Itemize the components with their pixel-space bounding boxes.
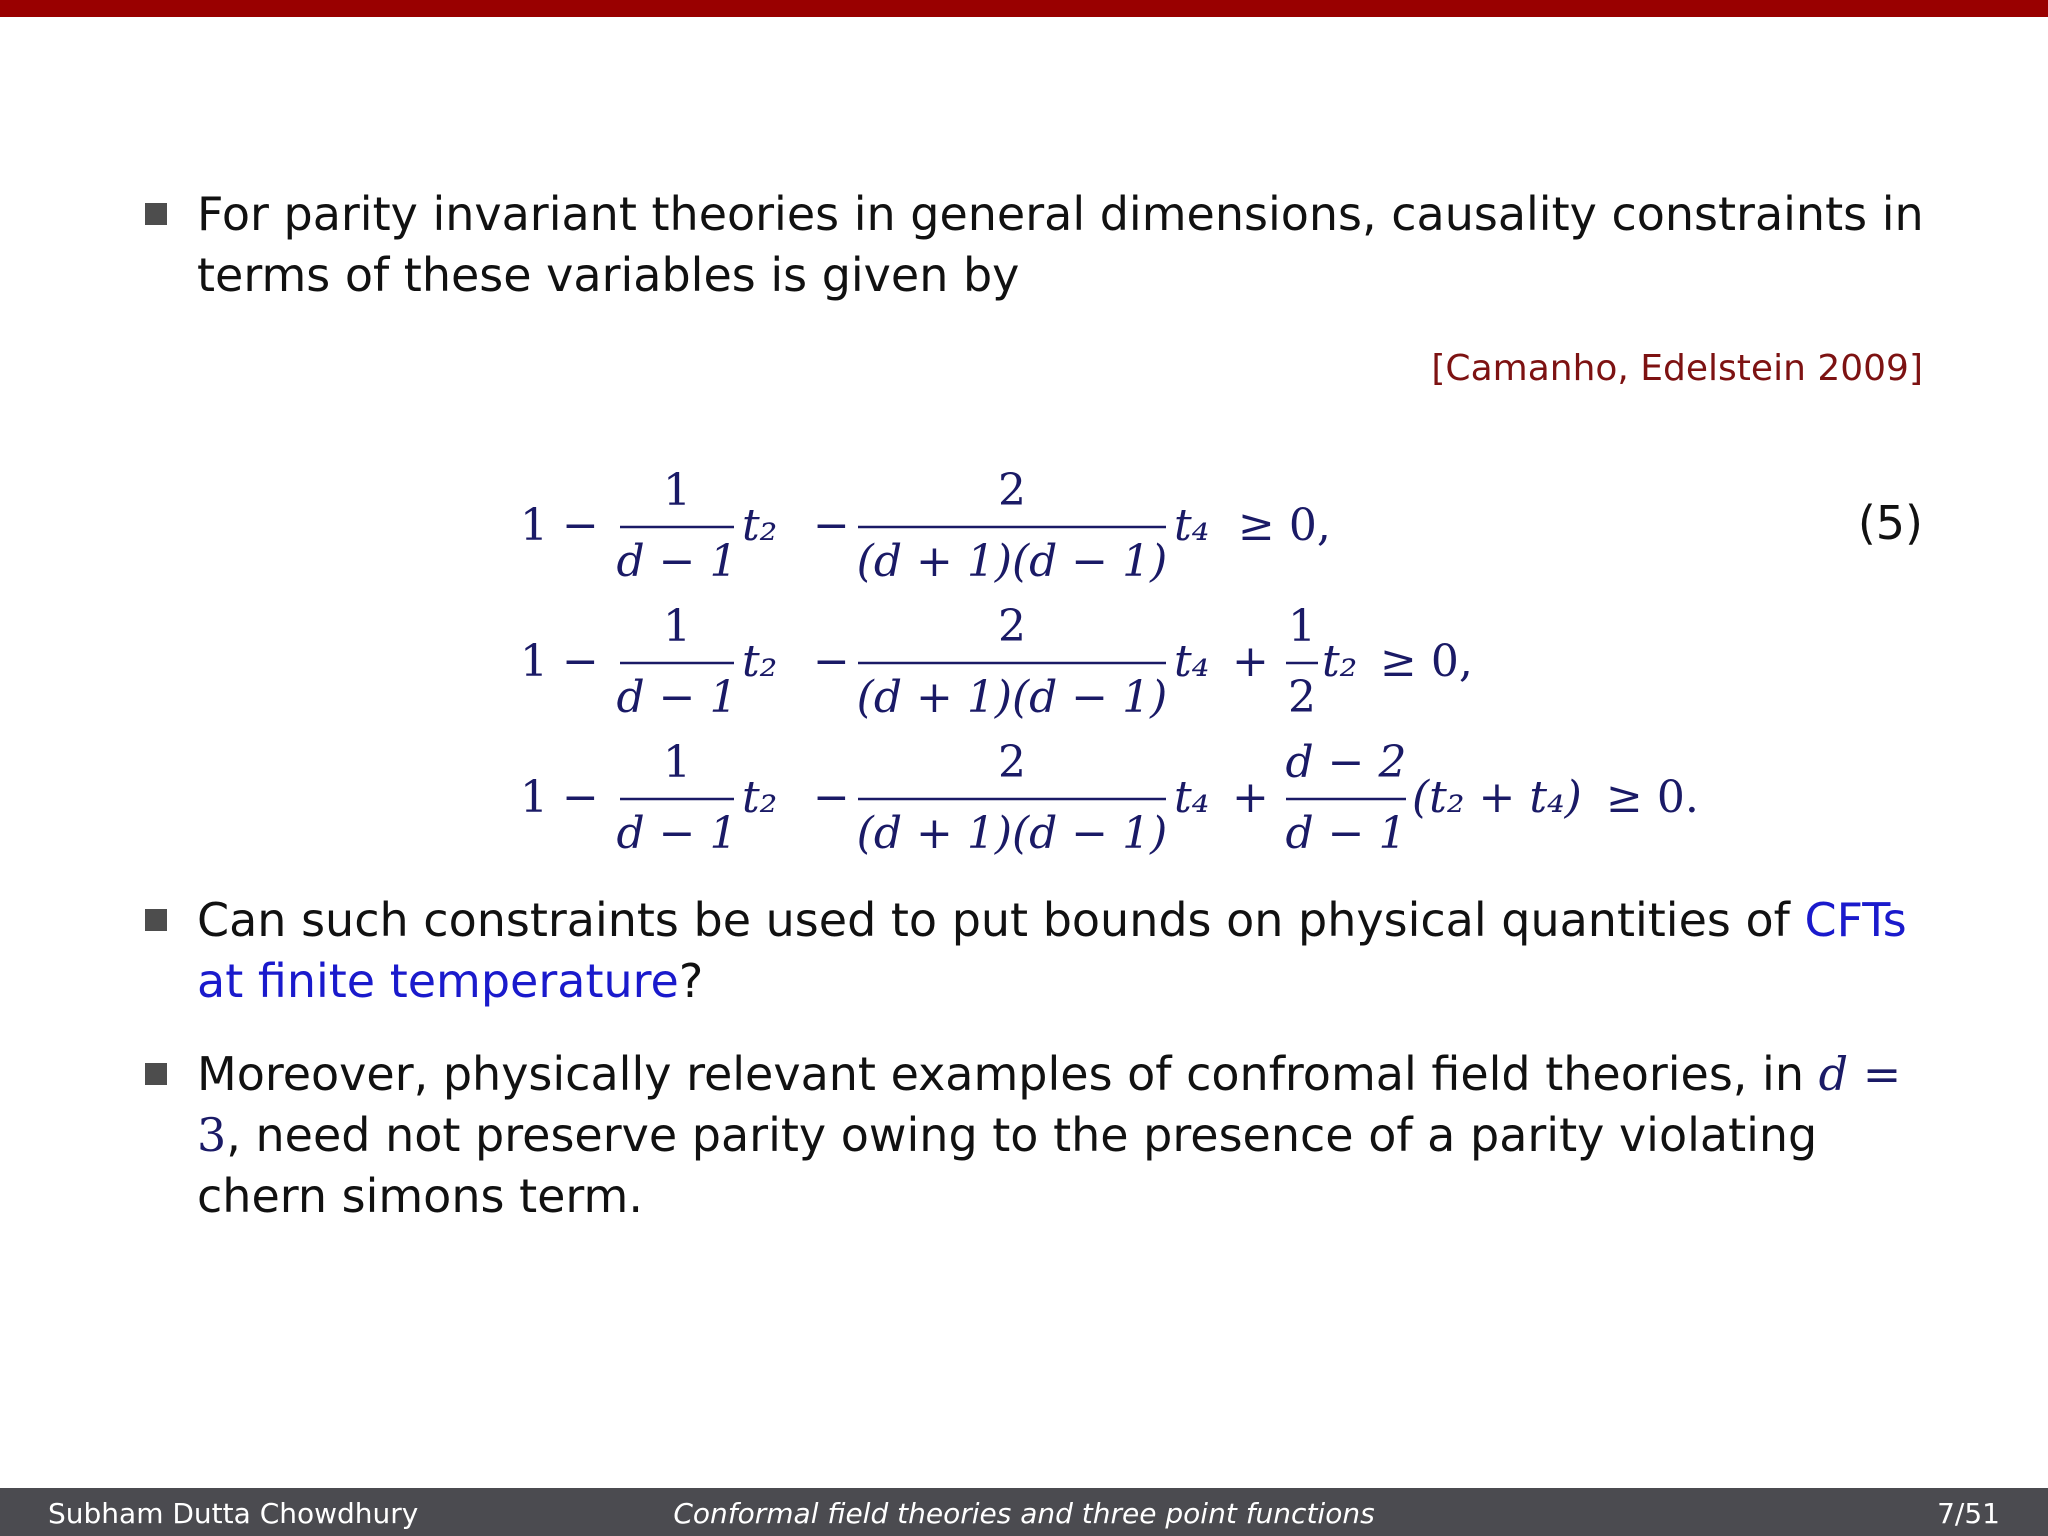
eq3-frac3-num: d − 2 <box>1285 737 1407 788</box>
eq1-frac1-num: 1 <box>663 465 691 516</box>
bullet-item-2 <box>145 890 1925 1012</box>
eq3-t4: t₄ <box>1174 772 1210 823</box>
equation-line-1 <box>520 465 1331 587</box>
bullet-square-icon <box>145 909 167 931</box>
eq3-frac2-num: 2 <box>998 737 1026 788</box>
eq3-t2: t₂ <box>742 772 778 823</box>
bullet-item-1 <box>145 184 1925 306</box>
eq3-plus: + <box>1232 772 1269 823</box>
equation-number: (5) <box>1857 496 1923 550</box>
eq2-frac2-den: (d + 1)(d − 1) <box>856 672 1168 723</box>
eq2-frac1-num: 1 <box>663 601 691 652</box>
bullet-3-text-end: , need not preserve parity owing to the presence of a parity violating chern simons term. <box>197 1108 1818 1223</box>
equation-block <box>480 450 1760 870</box>
eq3-frac1-num: 1 <box>663 737 691 788</box>
eq3-tail: ≥ 0. <box>1606 772 1699 823</box>
eq1-one: 1 <box>520 500 548 551</box>
eq3-frac3-den: d − 1 <box>1285 808 1407 859</box>
eq2-one: 1 <box>520 636 548 687</box>
eq1-frac1-den: d − 1 <box>616 536 738 587</box>
cfts-finite-temperature-link[interactable]: CFTs at finite temperature <box>197 893 1907 1008</box>
eq2-frac3-den: 2 <box>1288 672 1316 723</box>
eq2-plus: + <box>1232 636 1269 687</box>
bullet-2-text: Can such constraints be used to put bounds on physical quantities of <box>197 893 1805 947</box>
bullet-item-3 <box>145 1044 1925 1227</box>
header-bar <box>0 0 2048 17</box>
eq2-t4: t₄ <box>1174 636 1210 687</box>
citation: [Camanho, Edelstein 2009] <box>1431 348 1923 389</box>
footer-author: Subham Dutta Chowdhury <box>48 1497 419 1530</box>
eq3-frac2-den: (d + 1)(d − 1) <box>856 808 1168 859</box>
eq2-t2: t₂ <box>742 636 778 687</box>
bullet-2-text-end: ? <box>678 954 704 1008</box>
eq2-t2b: t₂ <box>1322 636 1358 687</box>
eq1-minus: − <box>562 500 599 551</box>
eq2-minus: − <box>562 636 599 687</box>
eq3-minus2: − <box>813 772 850 823</box>
eq1-t2: t₂ <box>742 500 778 551</box>
equation-line-3 <box>520 737 1699 859</box>
eq2-frac1-den: d − 1 <box>616 672 738 723</box>
eq1-frac2-num: 2 <box>998 465 1026 516</box>
bullet-1-text: For parity invariant theories in general dimensions, causality constraints in terms of these variables is given by <box>197 187 1924 302</box>
math-d: d <box>1818 1047 1849 1101</box>
eq3-one: 1 <box>520 772 548 823</box>
bullet-square-icon <box>145 1063 167 1085</box>
eq1-minus2: − <box>813 500 850 551</box>
math-eq-3: = 3 <box>197 1047 1902 1162</box>
equation-line-2 <box>520 601 1473 723</box>
eq3-frac1-den: d − 1 <box>616 808 738 859</box>
bullet-3-text: Moreover, physically relevant examples of confromal field theories, in <box>197 1047 1819 1101</box>
eq2-frac3-num: 1 <box>1288 601 1316 652</box>
footer-title: Conformal field theories and three point functions <box>673 1497 1375 1530</box>
eq1-frac2-den: (d + 1)(d − 1) <box>856 536 1168 587</box>
eq2-frac2-num: 2 <box>998 601 1026 652</box>
eq2-tail: ≥ 0, <box>1380 636 1473 687</box>
eq3-paren: (t₂ + t₄) <box>1412 772 1582 823</box>
eq3-minus: − <box>562 772 599 823</box>
bullet-square-icon <box>145 203 167 225</box>
eq1-t4: t₄ <box>1174 500 1210 551</box>
page-number: 7/51 <box>1937 1497 2000 1530</box>
eq2-minus2: − <box>813 636 850 687</box>
eq1-tail: ≥ 0, <box>1238 500 1331 551</box>
footer <box>0 1488 2048 1536</box>
